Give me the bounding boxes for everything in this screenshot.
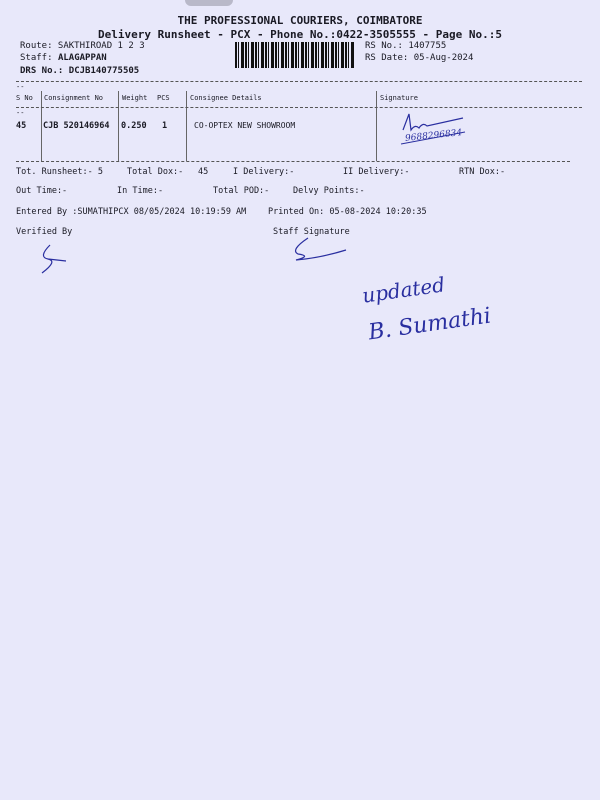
rtn-dox: RTN Dox:- <box>459 167 506 177</box>
total-dox-label: Total Dox:- <box>127 167 184 177</box>
col-signature: Signature <box>380 94 418 102</box>
col-consignment: Consignment No <box>44 94 104 102</box>
col-sno: S No <box>16 94 33 102</box>
in-time: In Time:- <box>117 186 164 196</box>
out-time: Out Time:- <box>16 186 68 196</box>
printed-on: Printed On: 05-08-2024 10:20:35 <box>268 207 427 217</box>
handwritten-name: B. Sumathi <box>366 303 493 346</box>
divider <box>16 81 582 82</box>
company-title: THE PROFESSIONAL COURIERS, COIMBATORE <box>177 14 423 27</box>
total-dox-value: 45 <box>198 167 209 177</box>
i-delivery: I Delivery:- <box>233 167 295 177</box>
drs-label: DRS No.: <box>20 66 64 76</box>
dash-marker: -- <box>16 83 25 91</box>
row-pcs: 1 <box>162 121 168 131</box>
col-weight: Weight <box>122 94 148 102</box>
staff-signature <box>290 236 360 266</box>
verified-by-label: Verified By <box>16 227 73 237</box>
rs-date: RS Date: 05-Aug-2024 <box>365 53 474 63</box>
col-pcs: PCS <box>157 94 170 102</box>
staff-signature-label: Staff Signature <box>273 227 350 237</box>
scan-smudge <box>185 0 233 6</box>
row-consignee: CO-OPTEX NEW SHOWROOM <box>194 121 296 130</box>
handwritten-updated: updated <box>360 272 447 308</box>
staff <box>20 53 107 63</box>
column-divider <box>41 91 42 161</box>
drs-number <box>20 66 139 76</box>
runsheet-subtitle: Delivery Runsheet - PCX - Phone No.:0422-3505555 - Page No.:5 <box>98 28 502 41</box>
delvy-points: Delvy Points:- <box>293 186 365 196</box>
ii-delivery: II Delivery:- <box>343 167 410 177</box>
tot-runsheet: Tot. Runsheet:- 5 <box>16 167 103 177</box>
route: Route: SAKTHIROAD 1 2 3 <box>20 41 145 51</box>
verifier-signature <box>36 243 76 277</box>
entered-by: Entered By :SUMATHIPCX 08/05/2024 10:19:59 AM <box>16 207 247 217</box>
receiver-phone: 9688296834 <box>404 128 463 144</box>
total-pod: Total POD:- <box>213 186 270 196</box>
rs-number: RS No.: 1407755 <box>365 41 447 51</box>
row-consignment: CJB 520146964 <box>43 121 110 131</box>
divider <box>16 161 570 162</box>
staff-label: Staff: <box>20 53 53 63</box>
row-sno: 45 <box>16 121 27 131</box>
column-divider <box>376 91 377 161</box>
column-divider <box>118 91 119 161</box>
col-consignee: Consignee Details <box>190 94 262 102</box>
dash-marker: -- <box>16 109 25 117</box>
staff-value: ALAGAPPAN <box>57 53 107 63</box>
column-divider <box>186 91 187 161</box>
row-weight: 0.250 <box>121 121 147 131</box>
drs-value: DCJB140775505 <box>68 66 140 76</box>
barcode <box>235 42 355 68</box>
divider <box>16 107 582 108</box>
